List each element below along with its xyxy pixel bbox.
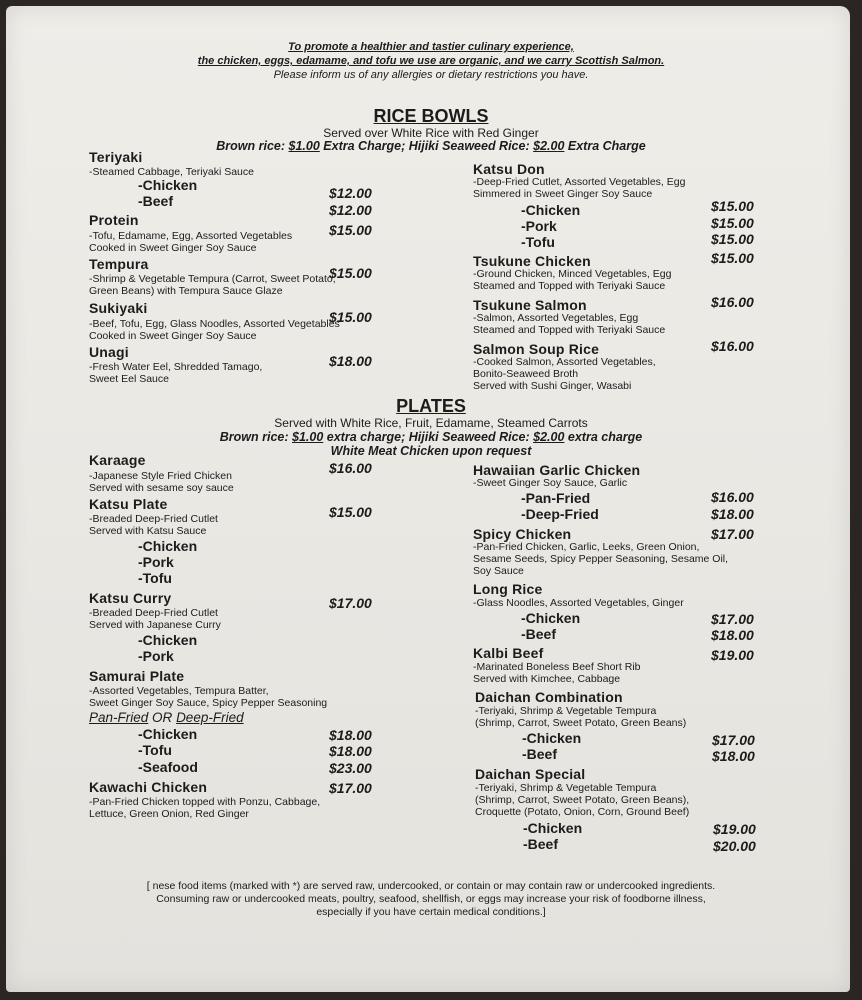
item-option: -Beef (522, 746, 558, 762)
plates-white-meat-note: White Meat Chicken upon request (330, 444, 532, 458)
disclaimer-line-2: Consuming raw or undercooked meats, poultry, seafood, shellfish, or eggs may increase your risk of foodborne illness, (156, 893, 706, 905)
item-option: -Chicken (138, 538, 198, 554)
item-desc: -Shrimp & Vegetable Tempura (Carrot, Sweet Potato, (89, 273, 336, 285)
item-desc: Sweet Eel Sauce (89, 373, 169, 385)
item-option: -Chicken (521, 610, 581, 626)
item-desc: -Teriyaki, Shrimp & Vegetable Tempura (475, 782, 657, 794)
item-desc: -Marinated Boneless Beef Short Rib (473, 661, 641, 673)
item-name: Daichan Special (475, 766, 586, 782)
item-price: $17.00 (711, 611, 754, 627)
item-price: $23.00 (329, 760, 372, 776)
item-desc: Lettuce, Green Onion, Red Ginger (89, 808, 249, 820)
item-price: $18.00 (329, 743, 372, 759)
item-option: -Beef (138, 193, 174, 209)
item-desc: Soy Sauce (473, 565, 524, 577)
item-name: Samurai Plate (89, 668, 185, 684)
item-name: Salmon Soup Rice (473, 341, 600, 357)
item-price: $15.00 (711, 215, 754, 231)
item-price: $15.00 (329, 504, 372, 520)
item-price: $16.00 (711, 338, 754, 354)
item-price: $15.00 (329, 222, 372, 238)
item-desc: Cooked in Sweet Ginger Soy Sauce (89, 242, 257, 254)
item-desc: -Cooked Salmon, Assorted Vegetables, (473, 356, 656, 368)
rice-bowls-title: RICE BOWLS (373, 106, 489, 126)
item-desc: Green Beans) with Tempura Sauce Glaze (89, 285, 283, 297)
item-name: Unagi (89, 344, 129, 360)
item-desc: Simmered in Sweet Ginger Soy Sauce (473, 188, 653, 200)
item-option: -Pork (138, 554, 174, 570)
item-desc: Steamed and Topped with Teriyaki Sauce (473, 280, 666, 292)
item-option: -Chicken (523, 820, 583, 836)
item-price: $17.00 (712, 732, 755, 748)
item-desc: Served with Katsu Sauce (89, 525, 207, 537)
item-price: $15.00 (329, 309, 372, 325)
item-desc: -Salmon, Assorted Vegetables, Egg (473, 312, 639, 324)
item-price: $18.00 (329, 727, 372, 743)
item-option: -Pork (138, 648, 174, 664)
item-price: $15.00 (329, 265, 372, 281)
notice-line-3: Please inform us of any allergies or dietary restrictions you have. (273, 69, 589, 81)
item-option: -Pan-Fried (521, 490, 591, 506)
item-desc: -Glass Noodles, Assorted Vegetables, Ginger (473, 597, 684, 609)
plates-subtitle: Served with White Rice, Fruit, Edamame, Steamed Carrots (274, 416, 588, 430)
disclaimer-line-1: [ nese food items (marked with *) are served raw, undercooked, or contain or may contain raw or undercooked ingredients. (146, 880, 716, 892)
item-name: Sukiyaki (89, 300, 148, 316)
item-price: $12.00 (329, 185, 372, 201)
notice-line-2: the chicken, eggs, edamame, and tofu we use are organic, and we carry Scottish Salmon. (197, 55, 665, 67)
notice-line-1: To promote a healthier and tastier culinary experience, (288, 41, 574, 53)
item-desc: -Deep-Fried Cutlet, Assorted Vegetables, Egg (473, 176, 686, 188)
item-desc: -Ground Chicken, Minced Vegetables, Egg (473, 268, 672, 280)
item-price: $20.00 (713, 838, 756, 854)
item-desc: -Pan-Fried Chicken, Garlic, Leeks, Green Onion, (473, 541, 700, 553)
plates-title: PLATES (396, 396, 466, 416)
item-name: Spicy Chicken (473, 526, 572, 542)
item-price: $16.00 (711, 489, 754, 505)
item-name: Karaage (89, 452, 146, 468)
item-desc: Served with Kimchee, Cabbage (473, 673, 621, 685)
item-option: -Pork (521, 218, 557, 234)
item-name: Tsukune Chicken (473, 253, 591, 269)
item-name: Katsu Curry (89, 590, 172, 606)
item-price: $17.00 (329, 780, 372, 796)
item-name: Daichan Combination (475, 689, 623, 705)
item-price: $16.00 (329, 460, 372, 476)
rice-bowls-rice-options: Brown rice: $1.00 Extra Charge; Hijiki Seaweed Rice: $2.00 Extra Charge (216, 139, 646, 153)
item-desc: -Sweet Ginger Soy Sauce, Garlic (473, 477, 628, 489)
plates-rice-options: Brown rice: $1.00 extra charge; Hijiki Seaweed Rice: $2.00 extra charge (219, 430, 643, 444)
item-name: Tsukune Salmon (473, 297, 587, 313)
item-name: Long Rice (473, 581, 543, 597)
item-option: -Deep-Fried (521, 506, 599, 522)
item-name: Protein (89, 212, 139, 228)
item-price: $17.00 (711, 526, 754, 542)
item-desc: Served with Japanese Curry (89, 619, 221, 631)
item-option: -Seafood (138, 759, 198, 775)
rice-bowls-subtitle: Served over White Rice with Red Ginger (323, 126, 539, 140)
item-price: $17.00 (329, 595, 372, 611)
item-desc: (Shrimp, Carrot, Sweet Potato, Green Beans) (475, 717, 687, 729)
item-desc: Served with sesame soy sauce (89, 482, 234, 494)
item-option: -Tofu (138, 570, 172, 586)
item-name: Hawaiian Garlic Chicken (473, 462, 641, 478)
item-desc: -Breaded Deep-Fried Cutlet (89, 607, 218, 619)
item-price: $12.00 (329, 202, 372, 218)
item-desc: -Breaded Deep-Fried Cutlet (89, 513, 218, 525)
item-desc: Bonito-Seaweed Broth (473, 368, 579, 380)
item-desc: -Tofu, Edamame, Egg, Assorted Vegetables (89, 230, 293, 242)
item-price: $15.00 (711, 250, 754, 266)
item-price: $19.00 (713, 821, 756, 837)
item-name: Katsu Don (473, 161, 545, 177)
item-price: $15.00 (711, 198, 754, 214)
item-option: -Chicken (522, 730, 582, 746)
disclaimer-line-3: especially if you have certain medical conditions.] (316, 906, 546, 918)
item-price: $18.00 (329, 353, 372, 369)
item-desc: Steamed and Topped with Teriyaki Sauce (473, 324, 666, 336)
item-option: -Tofu (138, 742, 172, 758)
item-desc: -Fresh Water Eel, Shredded Tamago, (89, 361, 263, 373)
item-option: -Tofu (521, 234, 555, 250)
item-price: $15.00 (711, 231, 754, 247)
item-desc: Sesame Seeds, Spicy Pepper Seasoning, Sesame Oil, (473, 553, 729, 565)
item-desc: Sweet Ginger Soy Sauce, Spicy Pepper Seasoning (89, 697, 328, 709)
item-name: Kalbi Beef (473, 645, 544, 661)
item-name: Katsu Plate (89, 496, 168, 512)
item-option: -Chicken (138, 726, 198, 742)
item-option: -Chicken (521, 202, 581, 218)
item-desc: Served with Sushi Ginger, Wasabi (473, 380, 632, 392)
item-desc: -Pan-Fried Chicken topped with Ponzu, Cabbage, (89, 796, 321, 808)
item-name: Kawachi Chicken (89, 779, 208, 795)
item-name: Teriyaki (89, 149, 143, 165)
samurai-style-choice: Pan-Fried OR Deep-Fried (89, 710, 244, 725)
item-option: -Chicken (138, 177, 198, 193)
item-desc: -Steamed Cabbage, Teriyaki Sauce (89, 166, 254, 178)
item-option: -Beef (521, 626, 557, 642)
item-desc: -Teriyaki, Shrimp & Vegetable Tempura (475, 705, 657, 717)
item-desc: Cooked in Sweet Ginger Soy Sauce (89, 330, 257, 342)
item-desc: -Beef, Tofu, Egg, Glass Noodles, Assorted Vegetables (89, 318, 340, 330)
item-option: -Chicken (138, 632, 198, 648)
item-desc: -Assorted Vegetables, Tempura Batter, (89, 685, 269, 697)
item-price: $16.00 (711, 294, 754, 310)
item-option: -Beef (523, 836, 559, 852)
item-desc: Croquette (Potato, Onion, Corn, Ground Beef) (475, 806, 690, 818)
item-price: $18.00 (711, 627, 754, 643)
item-desc: (Shrimp, Carrot, Sweet Potato, Green Beans), (475, 794, 690, 806)
item-price: $19.00 (711, 647, 754, 663)
item-name: Tempura (89, 256, 149, 272)
item-price: $18.00 (711, 506, 754, 522)
item-price: $18.00 (712, 748, 755, 764)
item-desc: -Japanese Style Fried Chicken (89, 470, 232, 482)
